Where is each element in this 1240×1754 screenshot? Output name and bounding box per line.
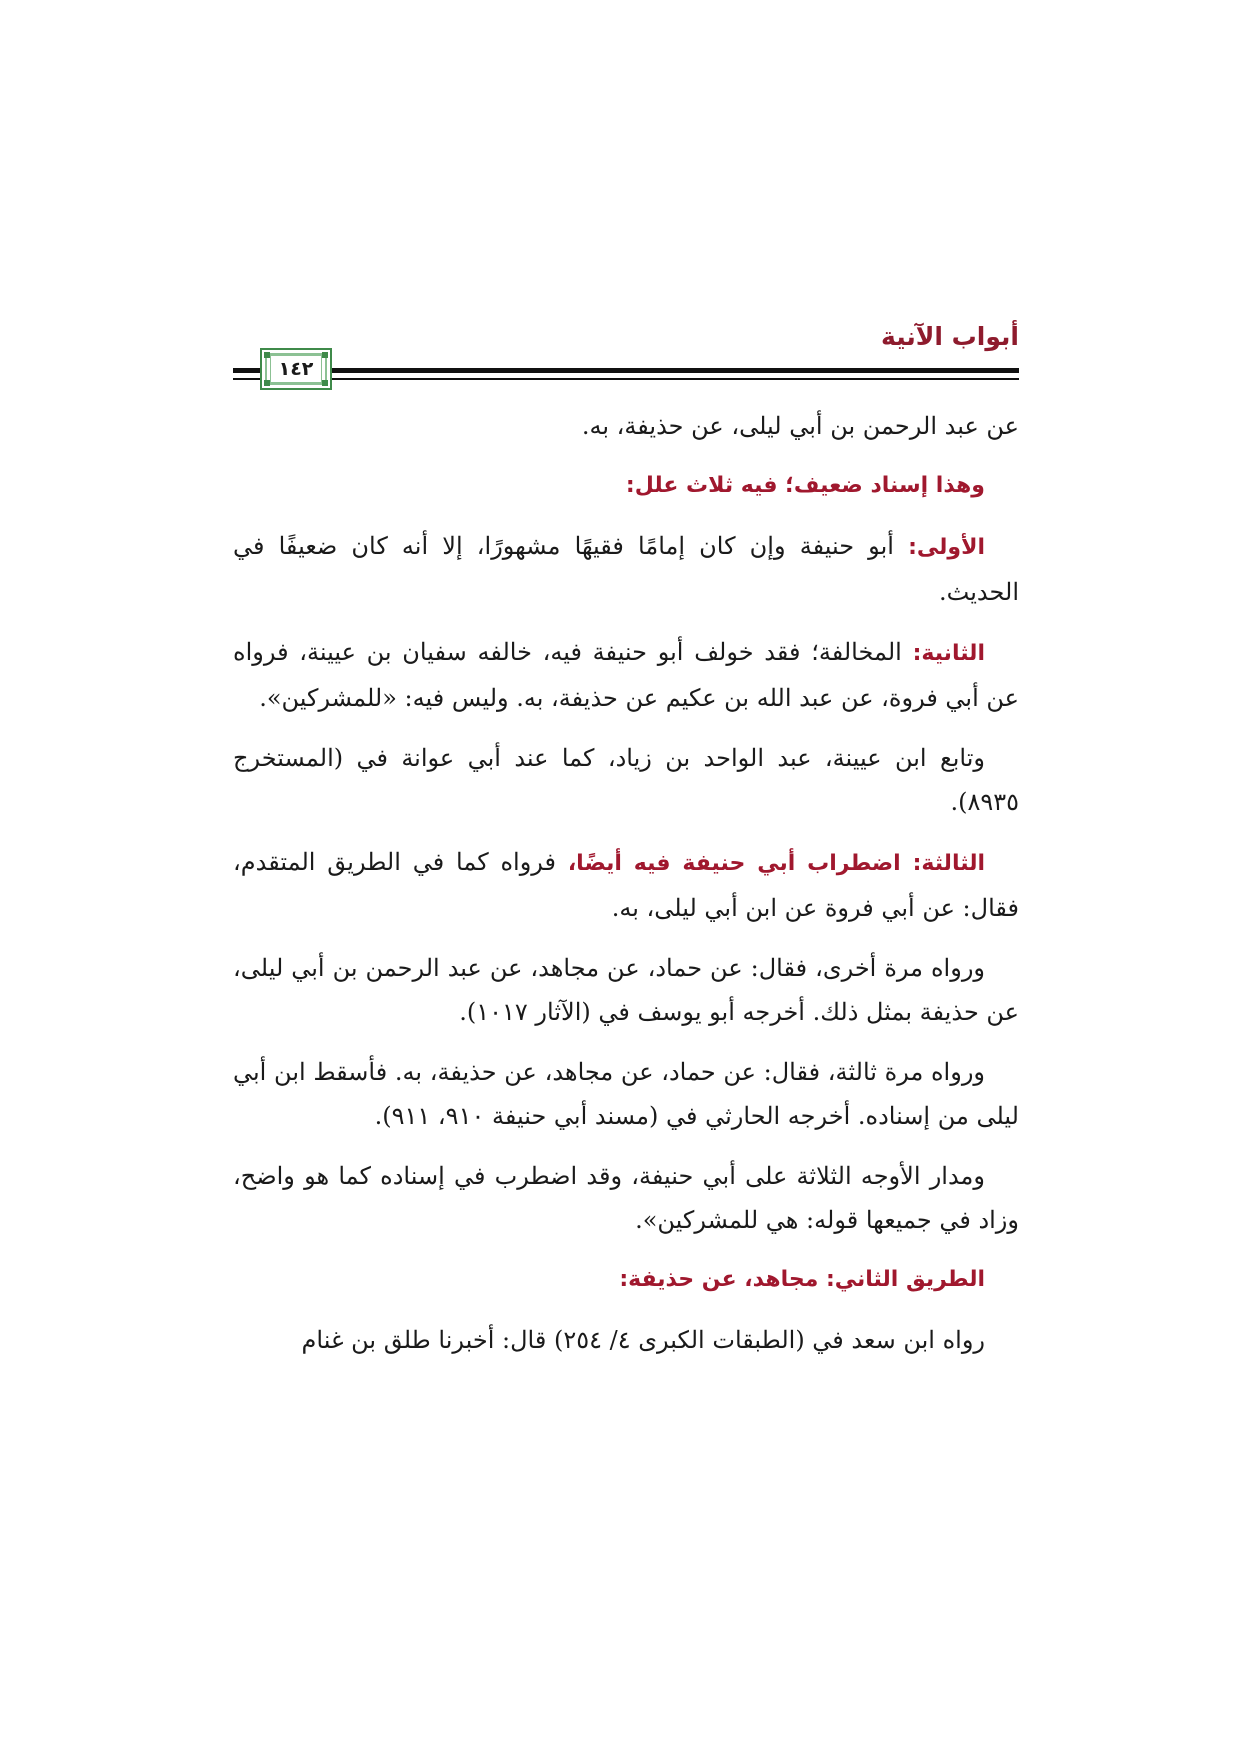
- frame-corner-ornament: [264, 352, 270, 358]
- frame-corner-ornament: [322, 380, 328, 386]
- section-heading-weak-chain: وهذا إسناد ضعيف؛ فيه ثلاث علل:: [625, 473, 985, 498]
- paragraph-second-narration: ورواه مرة أخرى، فقال: عن حماد، عن مجاهد، عن عبد الرحمن بن أبي ليلى، عن حذيفة بمثل ذلك. أخرجه أبو يوسف في (الآثار ١٠١٧).: [233, 954, 1019, 1026]
- page-number-frame: [260, 348, 332, 390]
- page-body: [233, 404, 1019, 1378]
- frame-corner-ornament: [264, 380, 270, 386]
- paragraph-first-defect-text: أبو حنيفة وإن كان إمامًا فقيهًا مشهورًا، إلا أنه كان ضعيفًا في الحديث.: [233, 532, 1019, 606]
- frame-corner-ornament: [322, 352, 328, 358]
- paragraph-third-narration: ورواه مرة ثالثة، فقال: عن حماد، عن مجاهد، عن حذيفة، به. فأسقط ابن أبي ليلى من إسناده. أخرجه الحارثي في (مسند أبي حنيفة ٩١٠، ٩١١).: [233, 1058, 1019, 1130]
- header-rule-thick: [233, 368, 1019, 373]
- paragraph-first-defect: [233, 524, 1019, 614]
- paragraph-1: عن عبد الرحمن بن أبي ليلى، عن حذيفة، به.: [581, 412, 1019, 440]
- paragraph-third-defect: [233, 840, 1019, 930]
- section-heading-second-route: الطريق الثاني: مجاهد، عن حذيفة:: [619, 1267, 985, 1292]
- paragraph-third-defect-text: فرواه كما في الطريق المتقدم، فقال: عن أبي فروة عن ابن أبي ليلى، به.: [233, 848, 1019, 922]
- paragraph-follow-up: وتابع ابن عيينة، عبد الواحد بن زياد، كما عند أبي عوانة في (المستخرج ٨٩٣٥).: [233, 744, 1019, 816]
- chapter-title: أبواب الآنية: [881, 322, 1019, 351]
- label-second: الثانية:: [912, 641, 985, 666]
- label-first: الأولى:: [908, 535, 985, 560]
- paragraph-summary: ومدار الأوجه الثلاثة على أبي حنيفة، وقد اضطرب في إسناده كما هو واضح، وزاد في جميعها قوله: هي للمشركين».: [233, 1162, 1019, 1234]
- label-third: الثالثة: اضطراب أبي حنيفة فيه أيضًا،: [567, 851, 985, 876]
- page-header: [233, 318, 1019, 390]
- header-rule-thin: [233, 378, 1019, 380]
- paragraph-second-defect-text: المخالفة؛ فقد خولف أبو حنيفة فيه، خالفه سفيان بن عيينة، فرواه عن أبي فروة، عن عبد الله بن عكيم عن حذيفة، به. وليس فيه: «للمشركين».: [233, 638, 1019, 712]
- paragraph-ibn-saad: رواه ابن سعد في (الطبقات الكبرى ٤/ ٢٥٤) قال: أخبرنا طلق بن غنام: [301, 1326, 985, 1354]
- paragraph-second-defect: [233, 630, 1019, 720]
- page-number: ١٤٢: [270, 355, 322, 383]
